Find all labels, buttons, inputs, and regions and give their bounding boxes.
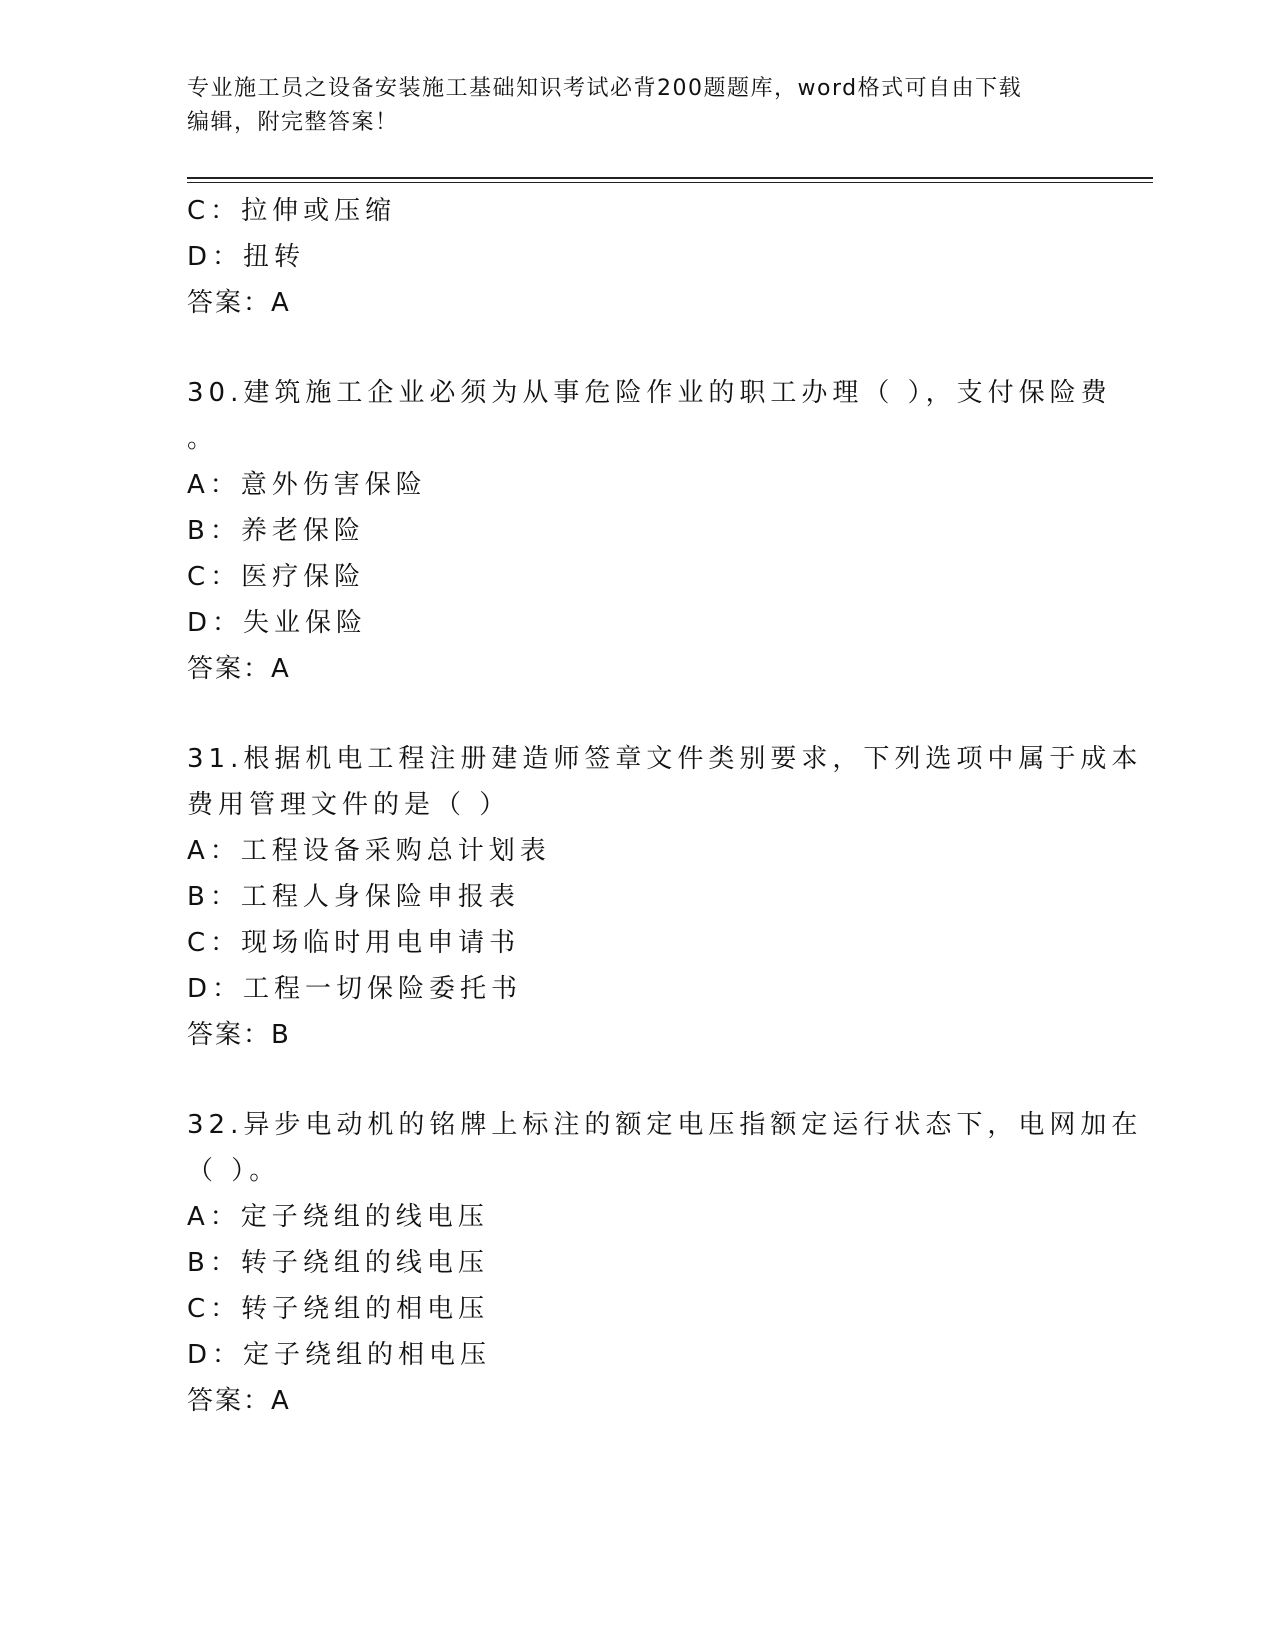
option-d: D：失业保险 [187, 608, 368, 638]
header-divider-thick [187, 177, 1153, 179]
question-32 [187, 1102, 1143, 1424]
question-text-continued: （ ）。 [187, 1156, 281, 1186]
spacer [187, 326, 1087, 370]
option-c: C：拉伸或压缩 [187, 196, 397, 226]
question-text-continued: 。 [187, 424, 219, 454]
question-text-continued: 费用管理文件的是（ ） [187, 790, 511, 820]
option-d: D：工程一切保险委托书 [187, 974, 523, 1004]
option-d: D：扭转 [187, 242, 306, 272]
option-b: B：转子绕组的线电压 [187, 1248, 489, 1278]
option-a: A：意外伤害保险 [187, 470, 427, 500]
header-line-1: 专业施工员之设备安装施工基础知识考试必背200题题库，word格式可自由下载 [187, 76, 1023, 101]
header-divider-thin [187, 182, 1153, 183]
question-text: 30.建筑施工企业必须为从事危险作业的职工办理（ ），支付保险费 [187, 378, 1112, 408]
answer-line: 答案：B [187, 1020, 291, 1050]
question-text: 32.异步电动机的铭牌上标注的额定电压指额定运行状态下，电网加在 [187, 1110, 1143, 1140]
option-b: B：工程人身保险申报表 [187, 882, 520, 912]
spacer [187, 692, 1087, 736]
document-header [187, 72, 1087, 140]
question-text: 31.根据机电工程注册建造师签章文件类别要求，下列选项中属于成本 [187, 744, 1143, 774]
header-line-2: 编辑，附完整答案！ [187, 110, 399, 135]
option-c: C：转子绕组的相电压 [187, 1294, 490, 1324]
answer-line: 答案：A [187, 1386, 291, 1416]
carryover-question [187, 188, 1087, 326]
option-c: C：医疗保险 [187, 562, 366, 592]
option-a: A：定子绕组的线电压 [187, 1202, 489, 1232]
option-d: D：定子绕组的相电压 [187, 1340, 492, 1370]
option-b: B：养老保险 [187, 516, 365, 546]
option-a: A：工程设备采购总计划表 [187, 836, 551, 866]
option-c: C：现场临时用电申请书 [187, 928, 521, 958]
document-body [187, 188, 1143, 1424]
answer-line: 答案：A [187, 654, 291, 684]
question-30 [187, 370, 1112, 692]
answer-line: 答案：A [187, 288, 291, 318]
spacer [187, 1058, 1087, 1102]
question-31 [187, 736, 1143, 1058]
